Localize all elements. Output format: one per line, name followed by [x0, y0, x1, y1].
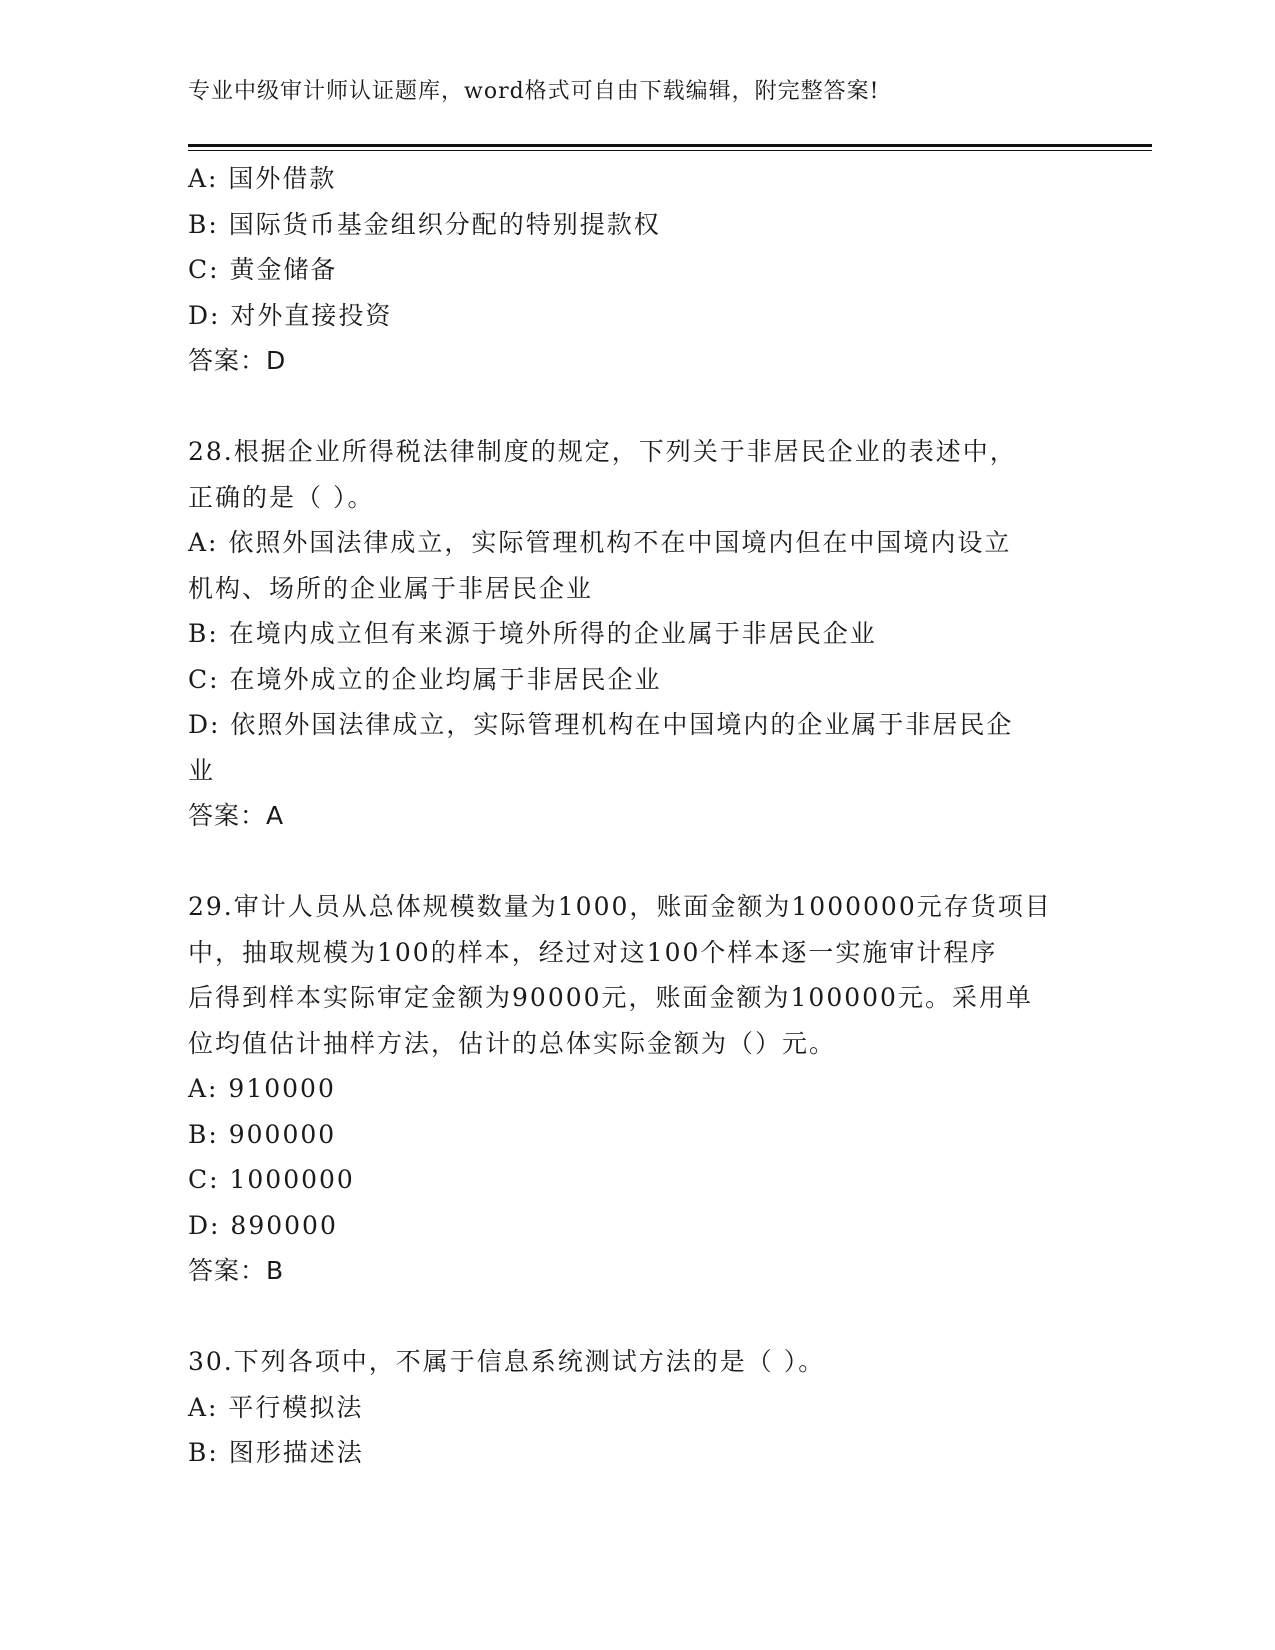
spacer: [188, 384, 1088, 430]
answer-line: 答案：A: [188, 801, 285, 830]
option-line: C: 1000000: [188, 1165, 355, 1194]
spacer: [188, 839, 1088, 885]
prev-question: [188, 156, 1088, 384]
option-line: A: 国外借款: [188, 164, 337, 193]
answer-line: 答案：D: [188, 346, 287, 375]
option-line: D: 890000: [188, 1210, 338, 1240]
header-rule-thick: [188, 144, 1152, 147]
option-line: D: 依照外国法律成立，实际管理机构在中国境内的企业属于非居民企: [188, 710, 1014, 739]
option-line: B: 国际货币基金组织分配的特别提款权: [188, 209, 661, 239]
question-stem: 中，抽取规模为100的样本，经过对这100个样本逐一实施审计程序: [188, 937, 998, 967]
question-content: [188, 156, 1088, 1476]
spacer: [188, 1294, 1088, 1340]
question-stem: 28.根据企业所得税法律制度的规定，下列关于非居民企业的表述中，: [188, 437, 1017, 466]
question-30: [188, 1339, 1088, 1476]
question-stem: 30.下列各项中，不属于信息系统测试方法的是（ ）。: [188, 1347, 826, 1376]
option-line: B: 图形描述法: [188, 1438, 364, 1467]
question-stem: 位均值估计抽样方法，估计的总体实际金额为（）元。: [188, 1028, 837, 1058]
option-line: A: 依照外国法律成立，实际管理机构不在中国境内但在中国境内设立: [188, 528, 1012, 557]
option-line: C: 在境外成立的企业均属于非居民企业: [188, 664, 662, 694]
page-header: 专业中级审计师认证题库，word格式可自由下载编辑，附完整答案!: [188, 79, 880, 104]
option-line: B: 在境内成立但有来源于境外所得的企业属于非居民企业: [188, 619, 877, 648]
option-line: 业: [188, 755, 216, 785]
option-line: A: 平行模拟法: [188, 1392, 364, 1422]
question-stem: 正确的是（ ）。: [188, 482, 375, 512]
option-line: B: 900000: [188, 1119, 337, 1149]
header-rule-thin: [188, 150, 1152, 151]
option-line: A: 910000: [188, 1074, 336, 1103]
answer-line: 答案：B: [188, 1256, 285, 1285]
question-29: [188, 884, 1088, 1294]
question-stem: 后得到样本实际审定金额为90000元，账面金额为100000元。采用单: [188, 983, 1033, 1012]
option-line: C: 黄金储备: [188, 255, 338, 284]
option-line: 机构、场所的企业属于非居民企业: [188, 573, 594, 603]
question-28: [188, 429, 1088, 839]
option-line: D: 对外直接投资: [188, 300, 393, 330]
question-stem: 29.审计人员从总体规模数量为1000，账面金额为1000000元存货项目: [188, 892, 1052, 921]
